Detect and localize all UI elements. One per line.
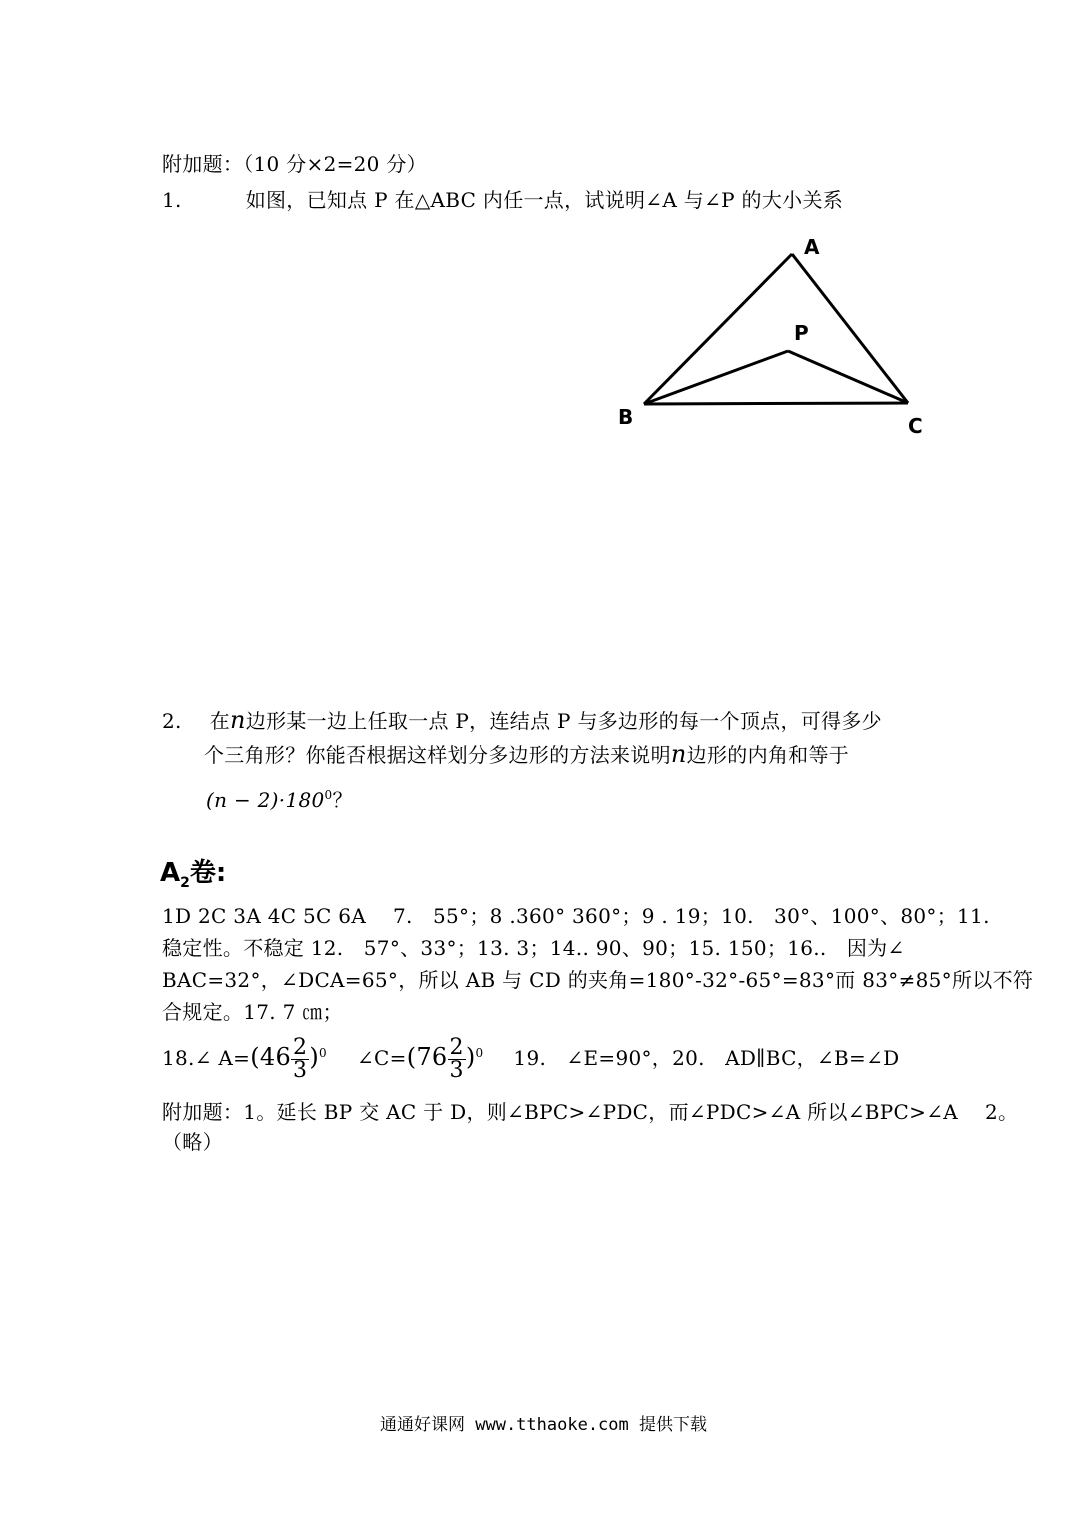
extra-answers-line-1: 附加题：1。延长 BP 交 AC 于 D，则∠BPC>∠PDC，而∠PDC>∠A 所以∠BPC>∠A 2。 (162, 1100, 1019, 1124)
question-1-text: 如图，已知点 P 在△ABC 内任一点，试说明∠A 与∠P 的大小关系 (245, 188, 844, 212)
question-1-number: 1. (162, 188, 182, 212)
variable-n: n (230, 706, 246, 734)
label-p: P (794, 321, 809, 345)
segment-pc (788, 351, 908, 403)
answers-section-title: $A_2$卷: (160, 858, 227, 892)
extra-section-header: 附加题：（10 分×2=20 分） (162, 152, 427, 176)
answers-line-3: BAC=32°，∠DCA=65°，所以 AB 与 CD 的夹角=180°-32°-65°=83°而 83°≠85°所以不符 (162, 968, 1034, 992)
fraction: $\frac{2}{3}$ (293, 1035, 308, 1083)
answers-line-18: 18.∠ A=(46 $\frac{2}{3}$ )$^0$ ∠C=(76 $\frac{2}{3}$ )$^0$ 19. ∠E=90°，20. AD∥BC，∠B=∠D (162, 1035, 900, 1083)
side-bc (644, 403, 908, 404)
extra-answers-line-2: （略） (162, 1130, 223, 1154)
fraction: $\frac{2}{3}$ (449, 1035, 464, 1083)
question-2-line-1: 2. 在n边形某一边上任取一点 P，连结点 P 与多边形的每一个顶点，可得多少 (162, 706, 882, 734)
triangle-figure (610, 230, 940, 440)
label-a: A (804, 235, 820, 259)
question-2-formula: $(n - 2)\cdot 180^0$？ (206, 788, 353, 812)
segment-bp (644, 351, 788, 404)
label-c: C (908, 414, 923, 438)
question-2-line-2: 个三角形？你能否根据这样划分多边形的方法来说明n边形的内角和等于 (204, 740, 850, 768)
answers-line-2: 稳定性。不稳定 12. 57°、33°；13. 3；14.. 90、90；15. 150；16.. 因为∠ (162, 936, 905, 960)
side-ab (644, 254, 792, 404)
question-1 (162, 188, 843, 212)
footer: 通通好课网 www.tthaoke.com 提供下载 (380, 1415, 707, 1435)
answers-line-1: 1D 2C 3A 4C 5C 6A 7. 55°；8 .360° 360°；9 . 19；10. 30°、100°、80°；11. (162, 904, 990, 928)
answers-line-4: 合规定。17. 7 ㎝； (162, 1000, 343, 1024)
question-2-number: 2. (162, 709, 182, 733)
variable-n: n (670, 740, 687, 768)
label-b: B (618, 405, 634, 429)
side-ac (792, 254, 908, 403)
